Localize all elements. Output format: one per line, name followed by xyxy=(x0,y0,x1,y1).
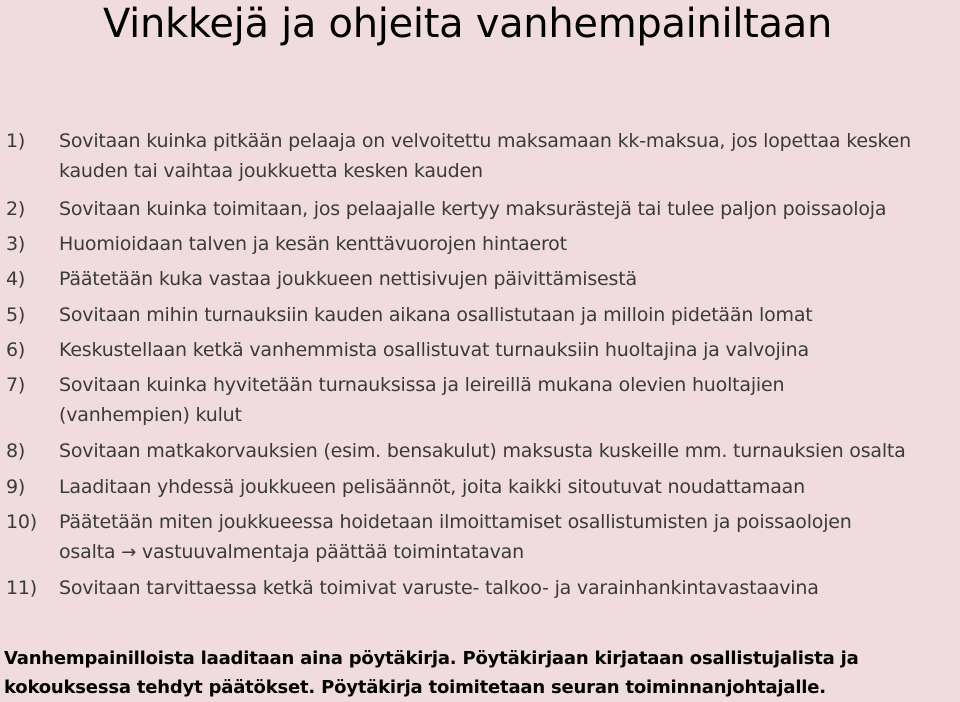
list-item-number: 11) xyxy=(6,577,37,599)
list-item-line: osalta xyxy=(59,541,116,563)
list-item-text: Laaditaan yhdessä joukkueen pelisäännöt, joita kaikki sitoutuvat noudattamaan xyxy=(59,476,805,498)
list-item-number: 3) xyxy=(6,233,26,255)
list-item-text: Sovitaan kuinka toimitaan, jos pelaajalle kertyy maksurästejä tai tulee paljon poissaoloja xyxy=(59,198,887,220)
list-item-text: Sovitaan matkakorvauksien (esim. bensakulut) maksusta kuskeille mm. turnauksien osalta xyxy=(59,440,906,462)
list-item-text: Huomioidaan talven ja kesän kenttävuorojen hintaerot xyxy=(59,233,567,255)
list-item-line: Sovitaan kuinka hyvitetään turnauksissa ja leireillä mukana olevien huoltajien xyxy=(59,374,785,396)
list-item-text xyxy=(59,126,959,186)
list-item-number: 7) xyxy=(6,374,26,396)
list-item-line: vastuuvalmentaja päättää toimintatavan xyxy=(141,541,524,563)
list-item-number: 8) xyxy=(6,440,26,462)
footer-note xyxy=(4,644,944,702)
list-item-line: (vanhempien) kulut xyxy=(59,404,242,426)
list-item-line: kauden tai vaihtaa joukkuetta kesken kauden xyxy=(59,160,483,182)
list-item-number: 5) xyxy=(6,304,26,326)
list-item-number: 2) xyxy=(6,198,26,220)
list-item-number: 4) xyxy=(6,268,26,290)
list-item-number: 9) xyxy=(6,476,26,498)
list-item-number: 1) xyxy=(6,130,26,152)
footer-line: Vanhempainilloista laaditaan aina pöytäkirja. Pöytäkirjaan kirjataan osallistujalista ja xyxy=(4,648,859,669)
list-item-text xyxy=(59,507,959,568)
arrow-right-icon: → xyxy=(121,542,137,563)
list-item-line: Sovitaan kuinka pitkään pelaaja on velvoitettu maksamaan kk-maksua, jos lopettaa kesken xyxy=(59,130,911,152)
list-item-number: 6) xyxy=(6,339,26,361)
list-item-text: Sovitaan tarvittaessa ketkä toimivat varuste- talkoo- ja varainhankintavastaavina xyxy=(59,577,819,599)
list-item-text: Päätetään kuka vastaa joukkueen nettisivujen päivittämisestä xyxy=(59,268,637,290)
list-item-text xyxy=(59,370,959,430)
list-item-number: 10) xyxy=(6,511,37,533)
list-item-text: Sovitaan mihin turnauksiin kauden aikana osallistutaan ja milloin pidetään lomat xyxy=(59,304,813,326)
list-item-line: Päätetään miten joukkueessa hoidetaan ilmoittamiset osallistumisten ja poissaolojen xyxy=(59,511,852,533)
slide-title: Vinkkejä ja ohjeita vanhempainiltaan xyxy=(103,1,833,47)
footer-line: kokouksessa tehdyt päätökset. Pöytäkirja toimitetaan seuran toiminnanjohtajalle. xyxy=(4,677,826,698)
list-item-text: Keskustellaan ketkä vanhemmista osallistuvat turnauksiin huoltajina ja valvojina xyxy=(59,339,809,361)
